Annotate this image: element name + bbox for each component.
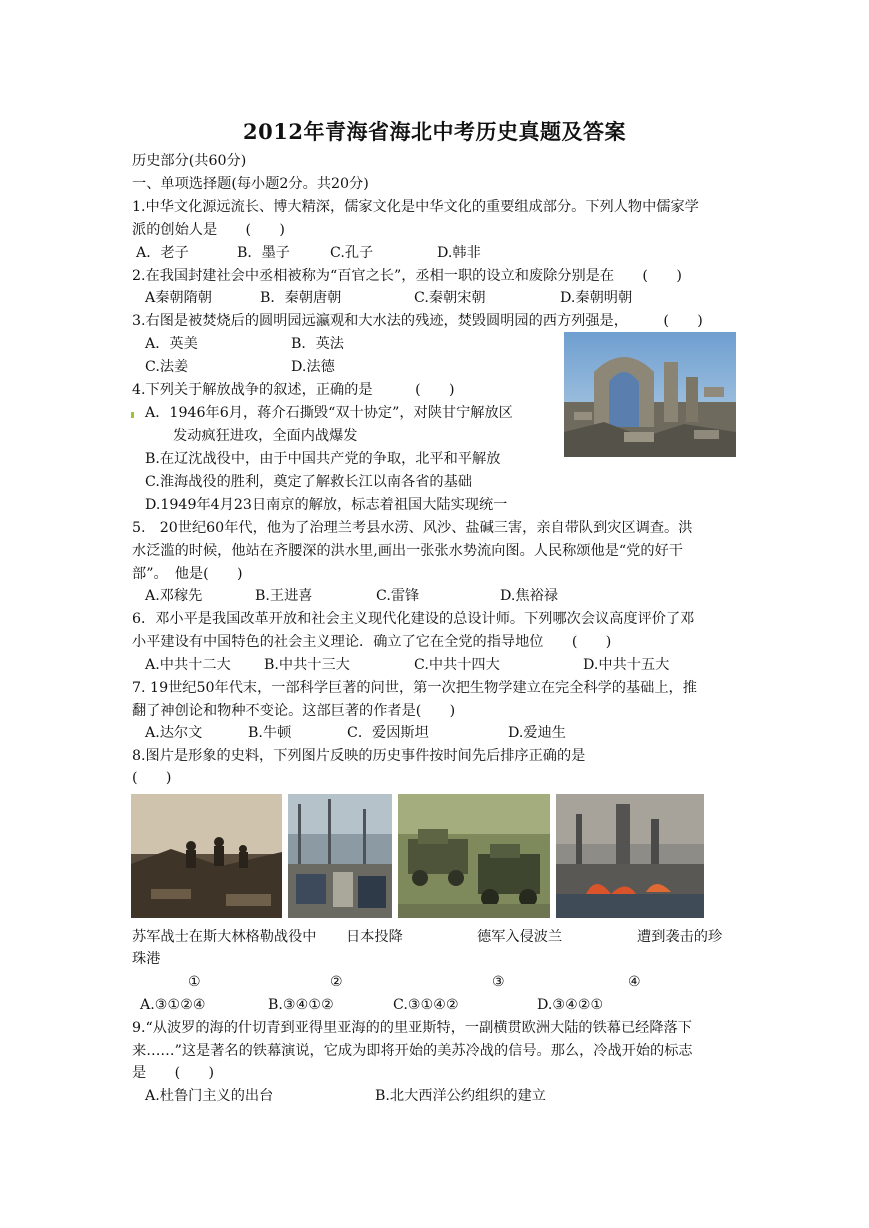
q5-option-c: C.雷锋 — [376, 588, 420, 604]
japan-surrender-photo — [288, 794, 392, 918]
q5-stem-line2: 水泛滥的时候，他站在齐腰深的洪水里,画出一张张水势流向图。人民称颂他是“党的好干 — [132, 543, 683, 559]
q8-option-c: C.③①④② — [393, 997, 459, 1013]
q5-stem-line1: 5. 20世纪60年代，他为了治理兰考县水涝、风沙、盐碱三害，亲自带队到灾区调查。洪 — [132, 520, 693, 536]
q5-stem-line3: 部”。 他是( ) — [132, 566, 243, 582]
q4-option-a-line2: 发动疯狂进攻，全面内战爆发 — [173, 428, 358, 444]
stalingrad-photo — [131, 794, 282, 918]
q8-number-1: ① — [188, 974, 201, 990]
pearl-harbor-photo — [556, 794, 704, 918]
q8-caption-2: 日本投降 — [346, 929, 403, 945]
q2-option-b: B．秦朝唐朝 — [260, 290, 342, 306]
q9-option-a: A.杜鲁门主义的出台 — [145, 1088, 274, 1104]
q9-option-b: B.北大西洋公约组织的建立 — [375, 1088, 546, 1104]
q6-option-a: A.中共十二大 — [145, 657, 231, 673]
q8-caption-1: 苏军战士在斯大林格勒战役中 — [132, 929, 317, 945]
part-heading: 一、单项选择题(每小题2分。共20分) — [132, 176, 369, 192]
section-heading: 历史部分(共60分) — [132, 153, 247, 169]
q6-option-b: B.中共十三大 — [264, 657, 350, 673]
q1-option-d: D.韩非 — [437, 245, 481, 261]
q8-option-d: D.③④②① — [537, 997, 604, 1013]
q2-option-c: C.秦朝宋朝 — [414, 290, 486, 306]
q6-stem-line1: 6．邓小平是我国改革开放和社会主义现代化建设的总设计师。下列哪次会议高度评价了邓 — [132, 611, 695, 627]
q6-stem-line2: 小平建设有中国特色的社会主义理论．确立了它在全党的指导地位 ( ) — [132, 634, 612, 650]
q3-option-d: D.法德 — [291, 359, 335, 375]
q2-option-a: A秦朝隋朝 — [145, 290, 212, 306]
q2-stem: 2.在我国封建社会中丞相被称为“百官之长”，丞相一职的设立和废除分别是在 ( ) — [132, 268, 682, 284]
decoration-dot — [131, 412, 134, 418]
q3-option-c: C.法姜 — [145, 359, 189, 375]
q7-option-d: D.爱迪生 — [508, 725, 566, 741]
q8-number-3: ③ — [492, 974, 505, 990]
q5-option-a: A.邓稼先 — [145, 588, 203, 604]
q8-option-b: B.③④①② — [268, 997, 334, 1013]
q7-stem-line2: 翻了神创论和物种不变论。这部巨著的作者是( ) — [132, 703, 456, 719]
q8-option-a: A.③①②④ — [140, 997, 206, 1013]
q3-option-a: A．英美 — [145, 336, 198, 352]
q9-stem-line1: 9.“从波罗的海的什切青到亚得里亚海的的里亚斯特，一副横贯欧洲大陆的铁幕已经降落下 — [132, 1020, 692, 1036]
q8-number-2: ② — [330, 974, 343, 990]
q9-stem-line2: 来……”这是著名的铁幕演说，它成为即将开始的美苏冷战的信号。那么，冷战开始的标志 — [132, 1043, 693, 1059]
q5-option-d: D.焦裕禄 — [500, 588, 558, 604]
q5-option-b: B.王进喜 — [255, 588, 313, 604]
german-invasion-poland-photo — [398, 794, 550, 918]
q4-option-d: D.1949年4月23日南京的解放，标志着祖国大陆实现统一 — [145, 497, 508, 513]
q9-stem-line3: 是 ( ) — [132, 1065, 215, 1081]
q8-stem-line1: 8.图片是形象的史料，下列图片反映的历史事件按时间先后排序正确的是 — [132, 748, 586, 764]
q8-number-4: ④ — [628, 974, 641, 990]
q4-option-b: B.在辽沈战役中，由于中国共产党的争取，北平和平解放 — [145, 451, 501, 467]
q7-option-a: A.达尔文 — [145, 725, 203, 741]
q1-stem-line1: 1.中华文化源远流长、博大精深，儒家文化是中华文化的重要组成部分。下列人物中儒家学 — [132, 199, 699, 215]
q4-option-a-line1: A．1946年6月，蒋介石撕毁“双十协定”，对陕甘宁解放区 — [145, 405, 513, 421]
q3-option-b: B．英法 — [291, 336, 344, 352]
q8-caption-4-cont: 珠港 — [132, 951, 161, 967]
q8-stem-line2: ( ) — [132, 770, 172, 786]
q8-caption-4: 遭到袭击的珍 — [637, 929, 723, 945]
q3-stem: 3.右图是被焚烧后的圆明园远瀛观和大水法的残迹，焚毁圆明园的西方列强是， ( ) — [132, 313, 703, 329]
q1-option-c: C.孔子 — [330, 245, 374, 261]
q7-option-c: C．爱因斯坦 — [347, 725, 429, 741]
yuanmingyuan-ruins-photo — [564, 332, 736, 457]
page-title: 2012年青海省海北中考历史真题及答案 — [243, 119, 626, 144]
q1-stem-line2: 派的创始人是 ( ) — [132, 222, 285, 238]
q6-option-d: D.中共十五大 — [583, 657, 670, 673]
q6-option-c: C.中共十四大 — [414, 657, 500, 673]
q4-option-c: C.淮海战役的胜利，奠定了解救长江以南各省的基础 — [145, 474, 472, 490]
q2-option-d: D.秦朝明朝 — [560, 290, 633, 306]
q7-stem-line1: 7. 19世纪50年代末，一部科学巨著的问世，第一次把生物学建立在完全科学的基础上，推 — [132, 680, 697, 696]
q7-option-b: B.牛顿 — [248, 725, 292, 741]
q4-stem: 4.下列关于解放战争的叙述，正确的是 ( ) — [132, 382, 455, 398]
q1-option-a: A．老子 — [136, 245, 189, 261]
q8-caption-3: 德军入侵波兰 — [477, 929, 563, 945]
q1-option-b: B．墨子 — [237, 245, 290, 261]
